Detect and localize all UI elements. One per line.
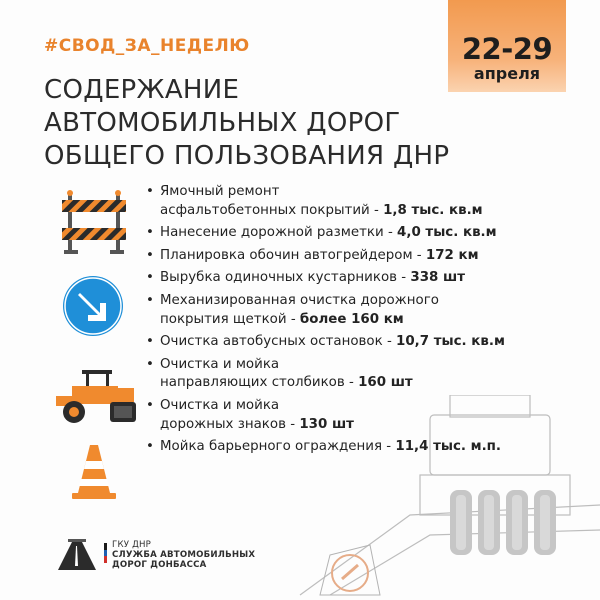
date-month: апреля (473, 64, 541, 83)
list-item (146, 333, 592, 352)
list-item (146, 224, 592, 243)
item-value: 172 км (425, 247, 479, 263)
road-roller-icon (52, 368, 138, 424)
item-label: • Очистка и мойка (160, 397, 280, 413)
page-title (44, 74, 464, 173)
item-label: асфальтобетонных покрытий - (160, 202, 384, 218)
item-value: 160 шт (358, 375, 413, 391)
item-label: • Очистка и мойка (160, 356, 280, 372)
list-item (146, 292, 592, 329)
list-item (146, 269, 592, 288)
org-line-1: ГКУ ДНР (112, 540, 152, 550)
item-label: Мойка барьерного ограждения - (160, 439, 396, 455)
item-value: 11,4 тыс. м.п. (395, 439, 502, 455)
list-item (146, 356, 592, 393)
title-line-3: ОБЩЕГО ПОЛЬЗОВАНИЯ ДНР (44, 141, 450, 171)
list-item (146, 247, 592, 266)
item-label: • Ямочный ремонт (160, 184, 280, 199)
item-value: 130 шт (299, 416, 354, 432)
item-label: покрытия щеткой - (160, 311, 300, 327)
item-value: 1,8 тыс. кв.м (383, 202, 483, 218)
org-line-3: ДОРОГ ДОНБАССА (112, 560, 207, 570)
keep-right-sign-icon (62, 275, 124, 337)
item-label: Очистка автобусных остановок - (160, 334, 397, 350)
org-line-2: СЛУЖБА АВТОМОБИЛЬНЫХ (112, 550, 256, 560)
item-label: дорожных знаков - (160, 416, 300, 432)
item-label: направляющих столбиков - (160, 375, 359, 391)
date-badge (448, 0, 566, 92)
hashtag[interactable]: #СВОД_ЗА_НЕДЕЛЮ (44, 36, 250, 56)
traffic-cone-icon (70, 443, 118, 501)
organization-name (112, 540, 255, 570)
item-label: Вырубка одиночных кустарников - (160, 270, 411, 286)
road-logo-icon (54, 536, 100, 572)
list-item (146, 183, 592, 220)
item-label: • Механизированная очистка дорожного (160, 292, 439, 308)
list-item (146, 397, 592, 434)
item-value: 10,7 тыс. кв.м (396, 334, 505, 350)
title-line-2: АВТОМОБИЛЬНЫХ ДОРОГ (44, 108, 401, 138)
date-range: 22-29 (461, 32, 553, 66)
works-list (146, 183, 592, 457)
list-item (146, 438, 592, 457)
item-label: Нанесение дорожной разметки - (160, 225, 398, 241)
road-barrier-icon (62, 190, 126, 256)
item-value: 338 шт (410, 270, 465, 286)
item-label: Планировка обочин автогрейдером - (160, 247, 426, 263)
title-line-1: СОДЕРЖАНИЕ (44, 75, 240, 105)
item-value: более 160 км (299, 311, 404, 327)
item-value: 4,0 тыс. кв.м (397, 225, 497, 241)
organization-logo[interactable] (54, 536, 284, 576)
flag-icon (104, 543, 107, 563)
